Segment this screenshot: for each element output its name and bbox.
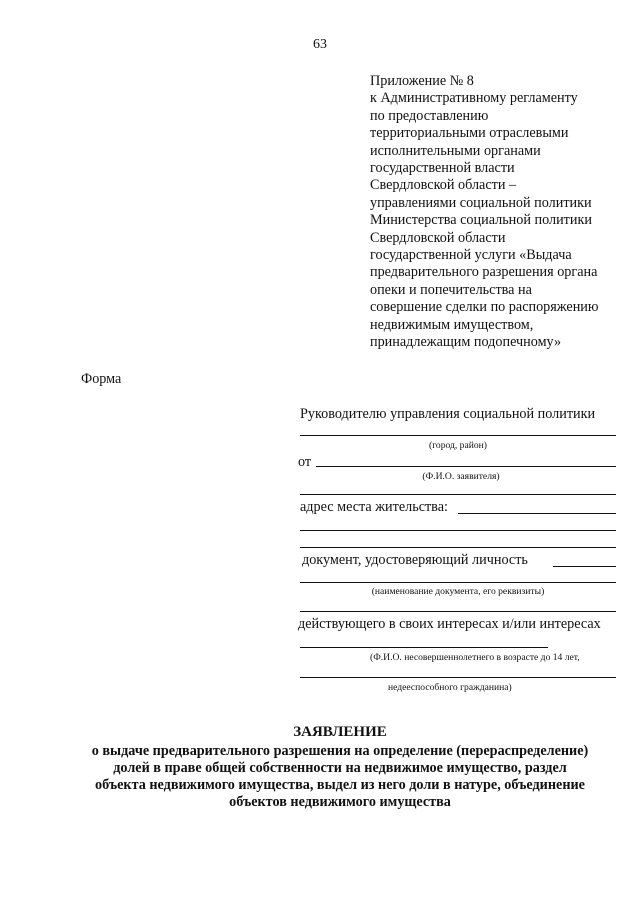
ward-name-caption-2: недееспособного гражданина) (388, 682, 512, 693)
appendix-line: Приложение № 8 (370, 73, 474, 89)
appendix-line: принадлежащим подопечному» (370, 334, 562, 351)
addressee-label: Руководителю управления социальной политики (300, 406, 596, 422)
ward-name-field[interactable] (300, 647, 548, 648)
appendix-line: территориальными отраслевыми (370, 125, 569, 142)
appendix-line: по предоставлению (370, 107, 489, 124)
id-document-details-field-2[interactable] (300, 611, 616, 612)
city-district-caption: (город, район) (429, 440, 487, 451)
id-document-details-field[interactable] (300, 582, 616, 583)
appendix-line: к Административному регламенту (370, 90, 578, 107)
address-field-line-2[interactable] (300, 530, 616, 531)
statement-title: ЗАЯВЛЕНИЕ (293, 724, 387, 740)
address-field-line-3[interactable] (300, 547, 616, 548)
appendix-line: недвижимым имуществом, (370, 316, 534, 333)
appendix-line: опеки и попечительства на (370, 281, 532, 298)
form-label: Форма (81, 371, 122, 387)
appendix-line: предварительного разрешения органа (370, 264, 598, 281)
appendix-line: управлениями социальной политики (370, 194, 592, 211)
appendix-line: исполнительными органами (370, 142, 541, 159)
appendix-line: совершение сделки по распоряжению (370, 299, 599, 316)
appendix-line: государственной услуги «Выдача (370, 247, 572, 264)
id-document-label: документ, удостоверяющий личность (302, 552, 528, 568)
id-document-field[interactable] (553, 566, 616, 567)
appendix-line: Свердловской области – (370, 177, 517, 194)
statement-line: объекта недвижимого имущества, выдел из него доли в натуре, объединение (95, 777, 585, 793)
appendix-block (370, 73, 632, 352)
statement-line: долей в праве общей собственности на недвижимое имущество, раздел (113, 760, 567, 776)
ward-name-field-2[interactable] (300, 677, 616, 678)
from-label: от (298, 454, 312, 470)
city-district-field[interactable] (300, 435, 616, 436)
acting-label: действующего в своих интересах и/или интересах (298, 616, 601, 632)
ward-name-caption-1: (Ф.И.О. несовершеннолетнего в возрасте до 14 лет, (370, 652, 580, 663)
address-label: адрес места жительства: (300, 499, 448, 515)
id-document-caption: (наименование документа, его реквизиты) (371, 586, 545, 597)
statement-line: объектов недвижимого имущества (229, 794, 451, 810)
statement-block (40, 724, 640, 811)
applicant-name-field-extra[interactable] (300, 494, 616, 495)
applicant-name-caption: (Ф.И.О. заявителя) (422, 471, 500, 482)
appendix-line: Свердловской области (370, 229, 506, 246)
page-number: 63 (313, 37, 327, 52)
appendix-line: государственной власти (370, 160, 515, 177)
address-field[interactable] (458, 513, 616, 514)
appendix-line: Министерства социальной политики (370, 212, 592, 229)
applicant-name-field[interactable] (316, 466, 616, 467)
statement-line: о выдаче предварительного разрешения на определение (перераспределение) (91, 743, 589, 759)
